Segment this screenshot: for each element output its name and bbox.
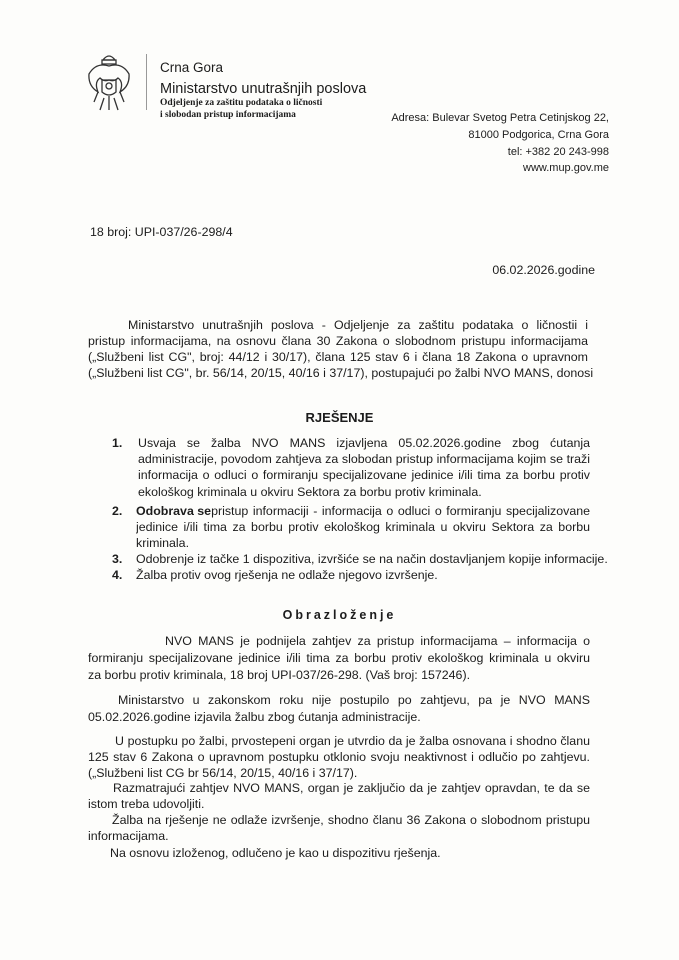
coat-of-arms-logo — [86, 52, 132, 114]
text-line: U postupku po žalbi, prvostepeni organ je utvrdio da je žalba osnovana i shodno članu — [115, 734, 590, 748]
header-divider — [146, 54, 147, 110]
address-line-2: 81000 Podgorica, Crna Gora — [468, 129, 609, 141]
text-line: administracije, povodom zahtjeva za slobodan pristup informacijama kojim se traži — [138, 452, 590, 466]
reference-number: 18 broj: UPI-037/26-298/4 — [90, 225, 233, 239]
website: www.mup.gov.me — [523, 162, 609, 174]
text-line: kriminala. — [136, 536, 190, 550]
text-line: informacija o odluci o formiranju specijalizovane jedinice i/ili tima za borbu protiv — [138, 468, 590, 482]
text-line: pristup informacijama, na osnovu člana 30 Zakona o slobodnom pristupu informacijama — [88, 334, 588, 348]
item-number: 1. — [112, 436, 123, 450]
item-number: 3. — [112, 552, 123, 566]
text-line: Usvaja se žalba NVO MANS izjavljena 05.02.2026.godine zbog ćutanja — [138, 436, 590, 450]
text-line: ekološkog kriminala u okviru Sektora za borbu protiv kriminala. — [138, 485, 482, 499]
text-line: („Službeni list CG br 56/14, 20/15, 40/16 i 37/17). — [88, 766, 358, 780]
item-number: 4. — [112, 568, 123, 582]
decision-title: RJEŠENJE — [305, 410, 374, 425]
bold-lead: Odobrava se — [136, 504, 212, 518]
text-line: („Službeni list CG", broj: 44/12 i 30/17), člana 125 stav 6 i člana 18 Zakona o upravnom — [88, 350, 588, 364]
item-number: 2. — [112, 504, 123, 518]
text-line: jedinice i/ili tima za borbu protiv ekološkog kriminala u okviru Sektora za borbu — [136, 520, 590, 534]
text-line: istom treba udovoljiti. — [88, 797, 205, 811]
text-line: Na osnovu izloženog, odlučeno je kao u dispozitivu rješenja. — [110, 846, 441, 860]
ministry-name: Ministarstvo unutrašnjih poslova — [160, 81, 367, 97]
text-line: Razmatrajući zahtjev NVO MANS, organ je zaključio da je zahtjev opravdan, te da se — [113, 781, 590, 795]
text-line: Ministarstvo unutrašnjih poslova - Odjeljenje za zaštitu podataka o ličnostii i — [128, 318, 588, 332]
text-line: NVO MANS je podnijela zahtjev za pristup informacijama – informacija o — [165, 634, 590, 648]
text-line — [136, 504, 590, 518]
text-line: Odobrenje iz tačke 1 dispozitiva, izvršiće se na način dostavljanjem kopije informacije. — [136, 552, 608, 566]
text-line: formiranju specijalizovane jedinice i/ili tima za borbu protiv ekološkog kriminala u okviru — [88, 651, 590, 665]
reasoning-title: Obrazloženje — [282, 608, 397, 622]
text-line: Žalba na rješenje ne odlaže izvršenje, shodno članu 36 Zakona o slobodnom pristupu — [112, 813, 590, 827]
department-line-2: i slobodan pristup informacijama — [160, 110, 296, 120]
address-line-1: Adresa: Bulevar Svetog Petra Cetinjskog 22, — [391, 112, 609, 124]
text-line: Žalba protiv ovog rješenja ne odlaže njegovo izvršenje. — [136, 568, 438, 582]
text-segment: pristup informaciji - informacija o odluci o formiranju specijalizovane — [211, 504, 590, 518]
text-line: 125 stav 6 Zakona o upravnom postupku otklonio svoju neaktivnost i odlučio po zahtjevu. — [88, 750, 590, 764]
text-line: Ministarstvo u zakonskom roku nije postupilo po zahtjevu, pa je NVO MANS — [118, 693, 590, 707]
text-line: 05.02.2026.godine izjavila žalbu zbog ćutanja administracije. — [88, 710, 421, 724]
department-line-1: Odjeljenje za zaštitu podataka o ličnosti — [160, 98, 323, 108]
text-line: za borbu protiv kriminala, 18 broj UPI-037/26-298. (Vaš broj: 157246). — [88, 668, 471, 682]
country-name: Crna Gora — [160, 60, 224, 75]
document-date: 06.02.2026.godine — [492, 263, 595, 277]
phone: tel: +382 20 243-998 — [507, 146, 609, 158]
text-line: („Službeni list CG", br. 56/14, 20/15, 40/16 i 37/17), postupajući po žalbi NVO MANS, donosi — [88, 366, 594, 380]
text-line: informacijama. — [88, 829, 169, 843]
